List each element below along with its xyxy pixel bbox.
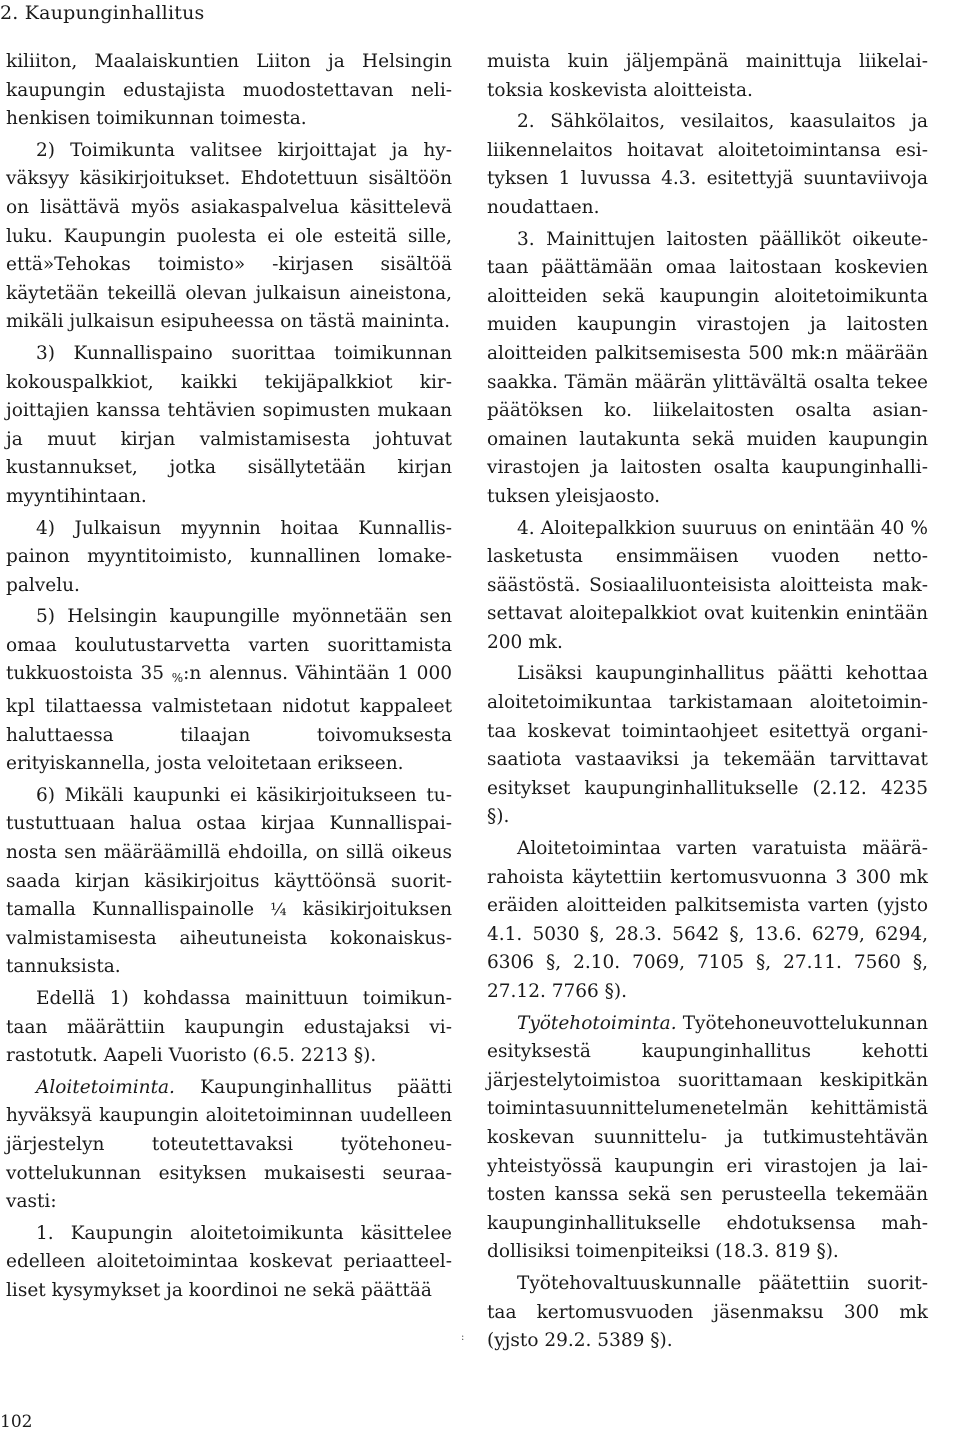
paragraph-rule-4: 4. Aloitepalkkion suuruus on enintään 40 % lasketusta ensimmäisen vuoden nettosäästöstä. Sosiaaliluonteisista aloitteista maksettavat aloitepalkkiot ovat kuitenkin enintään 200 mk. (487, 517, 928, 653)
paragraph-item-6-text-a: 6) Mikäli kaupunki ei käsikirjoitukseen tutustuttuaan halua ostaa kirjaa Kunnallispainosta sen määräämillä ehdoilla, on sillä oikeus saada kirjan käsikirjoitus käyttöönsä suorittamalla Kunnallispainolle (6, 784, 452, 921)
fraction-quarter: ¼ (270, 900, 287, 921)
paragraph-item-5 (6, 603, 452, 779)
paragraph-item-5-text-b: :n alennus. Vähintään 1 000 kpl tilattaessa valmistetaan nidotut kappaleet haluttaessa tilaajan toivomuksesta erityiskannella, josta veloitetaan erikseen. (6, 663, 452, 775)
percent-sign: % (171, 671, 184, 686)
paragraph-item-2: 2) Toimikunta valitsee kirjoittajat ja hyväksyy käsikirjoitukset. Ehdotettuun sisältöön on lisättävä myös asiakaspalvelua käsittelevä luku. Kaupungin puolesta ei ole esteitä sille, että»Tehokas toimisto» -kirjasen sisältöä käytetään tekeillä olevan julkaisun aineistona, mikäli julkaisun esipuheessa on tästä maininta. (6, 139, 452, 333)
paragraph-tyotehotoiminta (487, 1010, 928, 1267)
paragraph-rule-3: 3. Mainittujen laitosten päälliköt oikeutetaan päättämään omaa laitostaan koskevien aloitteiden sekä kaupungin aloitetoimikunta muiden kaupungin virastojen ja laitosten aloitteiden palkitsemisesta 500 mk:n määrään saakka. Tämän määrän ylittävältä osalta tekee päätöksen ko. liikelaitosten osalta asianomainen lautakunta sekä muiden kaupungin virastojen ja laitosten osalta kaupunginhallituksen yleisjaosto. (487, 228, 928, 507)
paragraph-continuation-right: muista kuin jäljempänä mainittuja liikelaitoksia koskevista aloitteista. (487, 51, 928, 101)
page-number: 102 (0, 1412, 33, 1432)
paragraph-instructions: Lisäksi kaupunginhallitus päätti kehottaa aloitetoimikuntaa tarkistamaan aloitetoimintaa koskevat toimintaohjeet esitettyä organisaatiota vastaaviksi ja tekemään tarvittavat esitykset kaupunginhallitukselle (2.12. 4235 §). (487, 663, 928, 828)
paragraph-continuation: kiliiton, Maalaiskuntien Liiton ja Helsingin kaupungin edustajista muodostettavan nelihenkisen toimikunnan toimesta. (6, 51, 452, 130)
paragraph-aloitetoiminta (6, 1074, 452, 1217)
paragraph-item-4: 4) Julkaisun myynnin hoitaa Kunnallispainon myyntitoimisto, kunnallinen lomakepalvelu. (6, 517, 452, 596)
paragraph-appropriations: Aloitetoimintaa varten varatuista määrärahoista käytettiin kertomusvuonna 3 300 mk eräiden aloitteiden palkitsemista varten (yjsto 4.1. 5030 §, 28.3. 5642 §, 13.6. 6279, 6294, 6306 §, 2.10. 7069, 7105 §, 27.11. 7560 §, 27.12. 7766 §). (487, 838, 928, 1002)
paragraph-item-3: 3) Kunnallispaino suorittaa toimikunnan kokouspalkkiot, kaikki tekijäpalkkiot kirjoittajien kanssa tehtävien sopimusten mukaan ja muut kirjan valmistamisesta johtuvat kustannukset, jotka sisällytetään kirjan myyntihintaan. (6, 342, 452, 507)
paragraph-item-6-text-b: käsikirjoituksen valmistamisesta aiheutuneista kokonaiskustannuksista. (6, 899, 452, 978)
paragraph-representative: Edellä 1) kohdassa mainittuun toimikuntaan määrättiin kaupungin edustajaksi virastotutk. Aapeli Vuoristo (6.5. 2213 §). (6, 988, 452, 1067)
section-heading-aloitetoiminta: Aloitetoiminta. (36, 1076, 175, 1098)
paragraph-rule-1: 1. Kaupungin aloitetoimikunta käsittelee edelleen aloitetoimintaa koskevat periaatteelliset kysymykset ja koordinoi ne sekä päättää (6, 1222, 452, 1301)
left-column (6, 48, 452, 1306)
running-head: 2. Kaupunginhallitus (0, 2, 205, 24)
margin-mark: : (461, 1332, 465, 1343)
paragraph-tyotehotoiminta-text: Työtehoneuvottelukunnan esityksestä kaupunginhallitus kehotti järjestelytoimistoa suorittamaan keskipitkän toimintasuunnittelumenetelmän kehittämistä koskevan suunnittelu- ja tutkimustehtävän yhteistyössä kaupungin eri virastojen ja laitosten kanssa sekä sen perusteella tekemään kaupunginhallitukselle ehdotuksensa mahdollisiksi toimenpiteiksi (18.3. 819 §). (487, 1012, 928, 1263)
paragraph-item-6 (6, 782, 452, 982)
right-column (487, 48, 928, 1356)
paragraph-membership-fee: Työtehovaltuuskunnalle päätettiin suorittaa kertomusvuoden jäsenmaksu 300 mk (yjsto 29.2. 5389 §). (487, 1272, 928, 1352)
paragraph-rule-2: 2. Sähkölaitos, vesilaitos, kaasulaitos ja liikennelaitos hoitavat aloitetoimintansa esityksen 1 luvussa 4.3. esitettyjä suuntaviivoja noudattaen. (487, 111, 928, 218)
paragraph-item-5-text-a: 5) Helsingin kaupungille myönnetään sen omaa koulutustarvetta varten suorittamista tukkuostoista 35 (6, 606, 452, 685)
paragraph-aloitetoiminta-text: Kaupunginhallitus päätti hyväksyä kaupungin aloitetoiminnan uudelleen järjestelyn toteutettavaksi työtehoneuvottelukunnan esityksen mukaisesti seuraavasti: (6, 1076, 452, 1213)
section-heading-tyotehotoiminta: Työtehotoiminta. (517, 1012, 677, 1034)
